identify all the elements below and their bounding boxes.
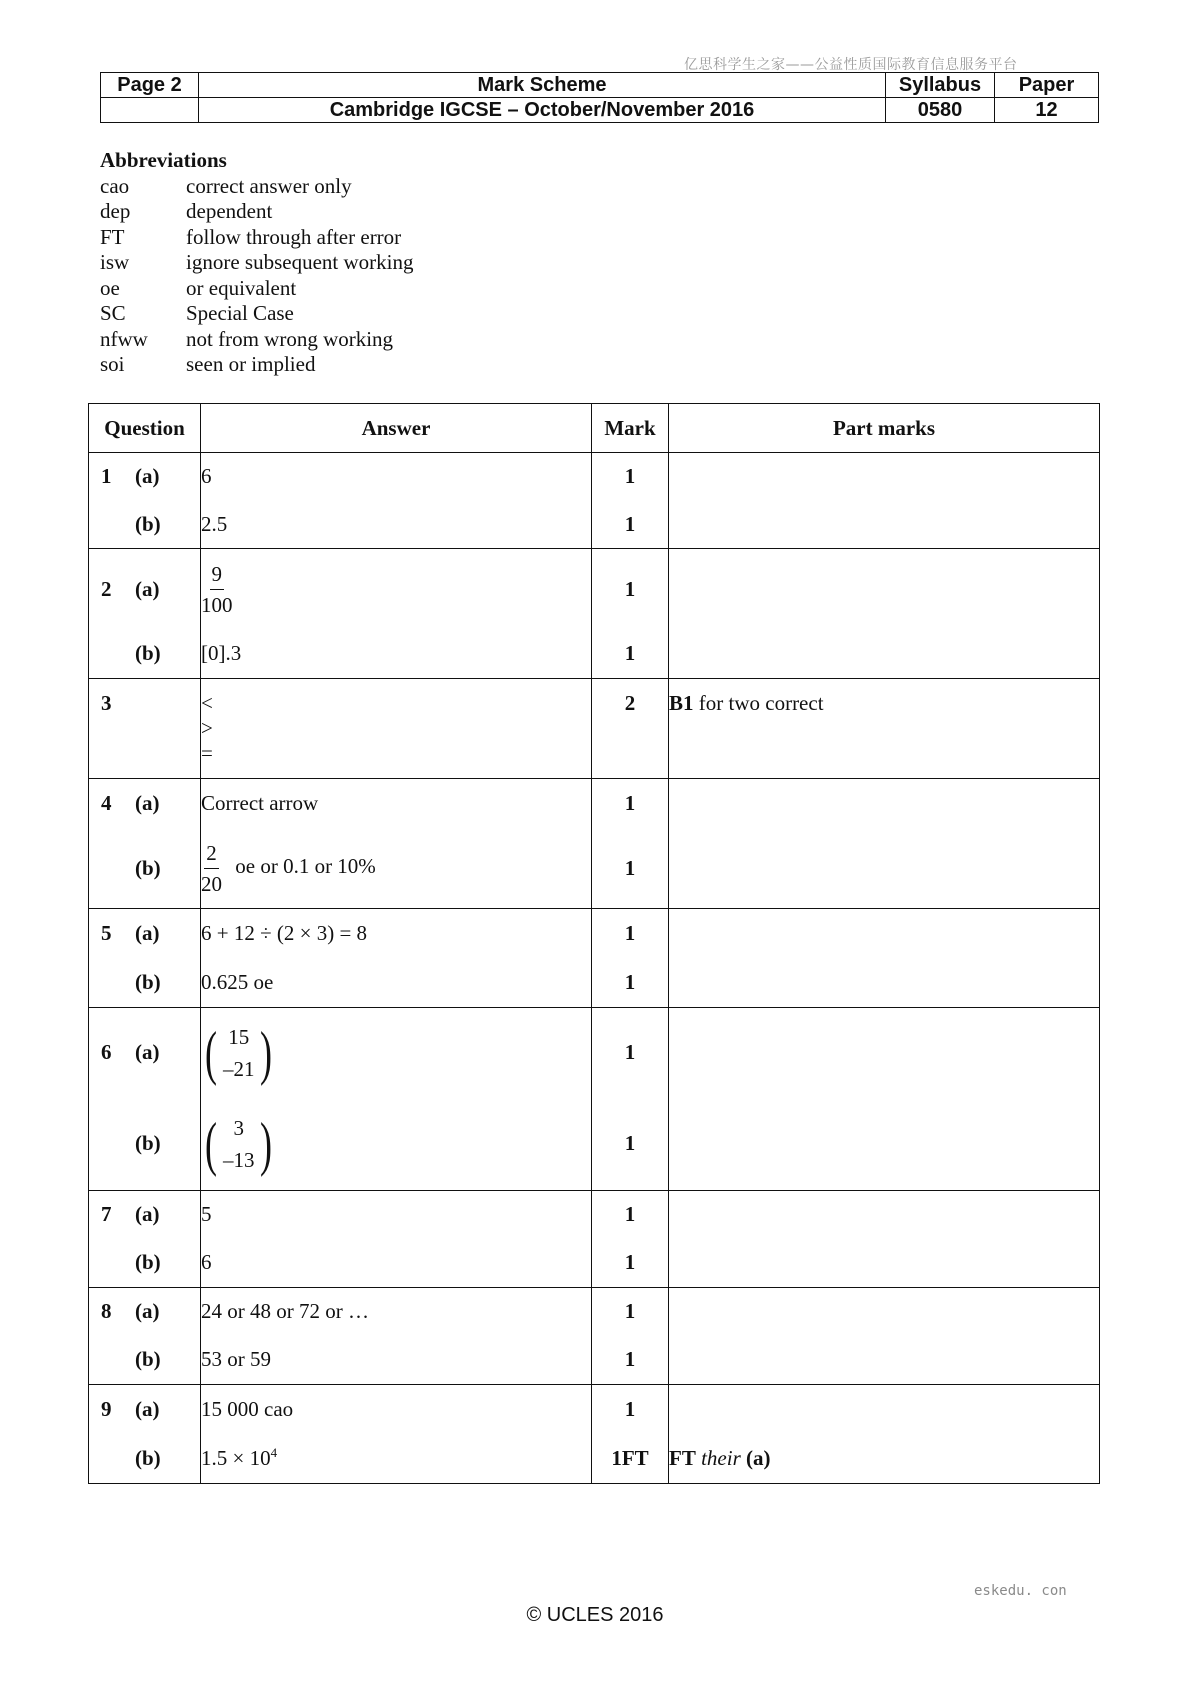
vector-top: 3: [233, 1115, 244, 1140]
mark-cell: 1: [592, 779, 669, 829]
watermark-bottom: eskedu. con: [974, 1583, 1067, 1599]
question-part: (b): [135, 855, 161, 880]
abbreviation-key: isw: [100, 250, 130, 274]
table-row: [89, 549, 1100, 630]
part-marks-cell: [669, 829, 1100, 909]
question-number: 5: [101, 921, 112, 946]
fraction-denominator: 100: [201, 592, 233, 617]
abbreviation-item: [100, 352, 413, 378]
part-marks-code: B1: [669, 691, 694, 715]
page-label: Page 2: [101, 73, 199, 98]
question-number: 1: [101, 464, 112, 489]
answer-cell: [201, 679, 592, 779]
vector-top: 15: [228, 1024, 250, 1049]
answer-cell: [201, 1008, 592, 1098]
question-number: 8: [101, 1299, 112, 1324]
vector-bottom: –13: [222, 1147, 255, 1172]
answer-exponent: 4: [270, 1445, 278, 1461]
abbreviation-key: FT: [100, 224, 125, 249]
table-row: [89, 501, 1100, 549]
header-empty-cell: [101, 98, 199, 123]
part-marks-italic: their: [701, 1445, 741, 1470]
column-vector: [201, 1021, 276, 1085]
question-part: (a): [135, 576, 160, 601]
answer-cell: [0].3: [201, 630, 592, 679]
abbreviation-meaning: ignore subsequent working: [186, 250, 414, 274]
paper-number: 12: [995, 98, 1099, 123]
table-row: [89, 1434, 1100, 1484]
mark-cell: 1: [592, 909, 669, 959]
answer-cell: 15 000 cao: [201, 1385, 592, 1434]
mark-cell: 1: [592, 1385, 669, 1434]
abbreviation-meaning: dependent: [186, 199, 273, 223]
table-row: [89, 1336, 1100, 1385]
part-marks-cell: [669, 501, 1100, 549]
footer-copyright: © UCLES 2016: [526, 1604, 664, 1626]
table-row: [89, 1239, 1100, 1288]
part-marks-text: for two correct: [693, 691, 824, 715]
col-answer: Answer: [201, 404, 592, 453]
question-part: (a): [135, 464, 160, 489]
paper-label: Paper: [995, 73, 1099, 98]
part-marks-cell: [669, 630, 1100, 679]
mark-cell: 1: [592, 1239, 669, 1288]
answer-base: 1.5 × 10: [201, 1446, 271, 1471]
question-part: (b): [135, 1250, 161, 1275]
table-row: [89, 1191, 1100, 1239]
exam-title: Cambridge IGCSE – October/November 2016: [199, 98, 886, 123]
answer-cell: 5: [201, 1191, 592, 1239]
question-part: (a): [135, 1396, 160, 1421]
part-marks-cell: [669, 1098, 1100, 1191]
col-question: Question: [89, 404, 201, 453]
abbreviation-item: [100, 174, 413, 200]
table-row: [89, 959, 1100, 1008]
mark-cell: 2: [592, 679, 669, 779]
table-header-row: [89, 404, 1100, 453]
mark-cell: 1: [592, 1008, 669, 1098]
question-number: 6: [101, 1040, 112, 1065]
answer-cell: [201, 549, 592, 630]
table-row: [89, 1098, 1100, 1191]
left-paren: (: [204, 1019, 217, 1086]
part-marks-cell: [669, 779, 1100, 829]
answer-cell: 2.5: [201, 501, 592, 549]
table-row: [89, 453, 1100, 501]
abbreviations-title: Abbreviations: [100, 148, 227, 172]
syllabus-label: Syllabus: [886, 73, 995, 98]
question-number: 9: [101, 1396, 112, 1421]
question-part: (b): [135, 1445, 161, 1470]
col-mark: Mark: [592, 404, 669, 453]
answer-cell: [201, 1098, 592, 1191]
fraction-numerator: 9: [210, 561, 225, 590]
abbreviation-item: [100, 199, 413, 225]
table-row: [89, 909, 1100, 959]
answer-cell: 6: [201, 1239, 592, 1288]
part-marks-cell: [669, 1288, 1100, 1336]
mark-cell: 1: [592, 959, 669, 1008]
abbreviation-meaning: seen or implied: [186, 352, 316, 376]
watermark-top: 亿思科学生之家——公益性质国际教育信息服务平台: [684, 57, 1018, 73]
fraction: [201, 561, 233, 618]
question-part: (a): [135, 1202, 160, 1227]
fraction-numerator: 2: [204, 840, 219, 869]
mark-cell: 1: [592, 829, 669, 909]
col-part-marks: Part marks: [669, 404, 1100, 453]
header-table: [100, 72, 1099, 123]
question-part: (a): [135, 1299, 160, 1324]
question-part: (a): [135, 921, 160, 946]
mark-cell: 1: [592, 1288, 669, 1336]
answer-line: =: [201, 741, 213, 765]
mark-cell: 1: [592, 1191, 669, 1239]
part-marks-ref: (a): [746, 1445, 771, 1470]
table-row: [89, 1288, 1100, 1336]
table-row: [89, 1008, 1100, 1098]
answer-cell: 6: [201, 453, 592, 501]
mark-cell: 1: [592, 1336, 669, 1385]
question-part: (a): [135, 791, 160, 816]
part-marks-cell: [669, 679, 1100, 779]
answer-cell: [201, 829, 592, 909]
mark-cell: 1: [592, 630, 669, 679]
vector-bottom: –21: [222, 1056, 255, 1081]
abbreviation-item: [100, 250, 413, 276]
part-marks-cell: [669, 1336, 1100, 1385]
abbreviation-item: [100, 276, 413, 302]
abbreviation-meaning: not from wrong working: [186, 326, 394, 351]
abbreviation-meaning: follow through after error: [186, 224, 402, 249]
column-vector: [201, 1112, 276, 1176]
abbreviation-key: SC: [100, 301, 126, 325]
abbreviation-key: oe: [100, 275, 120, 300]
fraction-denominator: 20: [201, 871, 222, 896]
question-part: (b): [135, 1131, 161, 1156]
right-paren: ): [260, 1019, 273, 1086]
abbreviation-item: [100, 225, 413, 251]
abbreviation-meaning: or equivalent: [186, 275, 297, 300]
right-paren: ): [260, 1110, 273, 1177]
table-row: [89, 679, 1100, 779]
table-row: [89, 1385, 1100, 1434]
abbreviation-item: [100, 327, 413, 353]
question-part: (b): [135, 511, 161, 536]
answer-line: >: [201, 716, 213, 740]
question-part: (b): [135, 1347, 161, 1372]
question-part: (b): [135, 970, 161, 995]
question-part: (a): [135, 1040, 160, 1065]
part-marks-cell: [669, 453, 1100, 501]
part-marks-cell: [669, 1239, 1100, 1288]
fraction: [201, 840, 222, 897]
mark-scheme-table: [88, 403, 1100, 1484]
question-number: 2: [101, 576, 112, 601]
part-marks-code: FT: [669, 1445, 696, 1470]
part-marks-cell: [669, 1008, 1100, 1098]
part-marks-cell: [669, 909, 1100, 959]
syllabus-code: 0580: [886, 98, 995, 123]
question-number: 4: [101, 791, 112, 816]
mark-cell: 1: [592, 501, 669, 549]
part-marks-cell: [669, 549, 1100, 630]
abbreviations-section: [100, 148, 413, 378]
question-number: 3: [101, 691, 112, 715]
answer-cell: [201, 1434, 592, 1484]
table-row: [89, 779, 1100, 829]
answer-cell: 24 or 48 or 72 or …: [201, 1288, 592, 1336]
header-title: Mark Scheme: [199, 73, 886, 98]
answer-cell: Correct arrow: [201, 779, 592, 829]
part-marks-cell: [669, 1191, 1100, 1239]
mark-cell: 1: [592, 549, 669, 630]
left-paren: (: [204, 1110, 217, 1177]
answer-line: <: [201, 691, 213, 715]
answer-suffix: oe or 0.1 or 10%: [235, 854, 376, 879]
answer-cell: 53 or 59: [201, 1336, 592, 1385]
part-marks-cell: [669, 1385, 1100, 1434]
abbreviation-key: dep: [100, 199, 131, 223]
mark-cell: 1FT: [592, 1434, 669, 1484]
abbreviation-key: soi: [100, 352, 125, 376]
mark-cell: 1: [592, 1098, 669, 1191]
question-number: 7: [101, 1202, 112, 1227]
part-marks-cell: [669, 959, 1100, 1008]
answer-cell: 6 + 12 ÷ (2 × 3) = 8: [201, 909, 592, 959]
abbreviation-key: nfww: [100, 326, 148, 351]
part-marks-cell: [669, 1434, 1100, 1484]
abbreviation-meaning: correct answer only: [186, 173, 352, 198]
question-part: (b): [135, 641, 161, 666]
abbreviation-meaning: Special Case: [186, 301, 294, 325]
mark-cell: 1: [592, 453, 669, 501]
table-row: [89, 630, 1100, 679]
abbreviation-key: cao: [100, 173, 130, 198]
table-row: [89, 829, 1100, 909]
answer-cell: 0.625 oe: [201, 959, 592, 1008]
abbreviation-item: [100, 301, 413, 327]
